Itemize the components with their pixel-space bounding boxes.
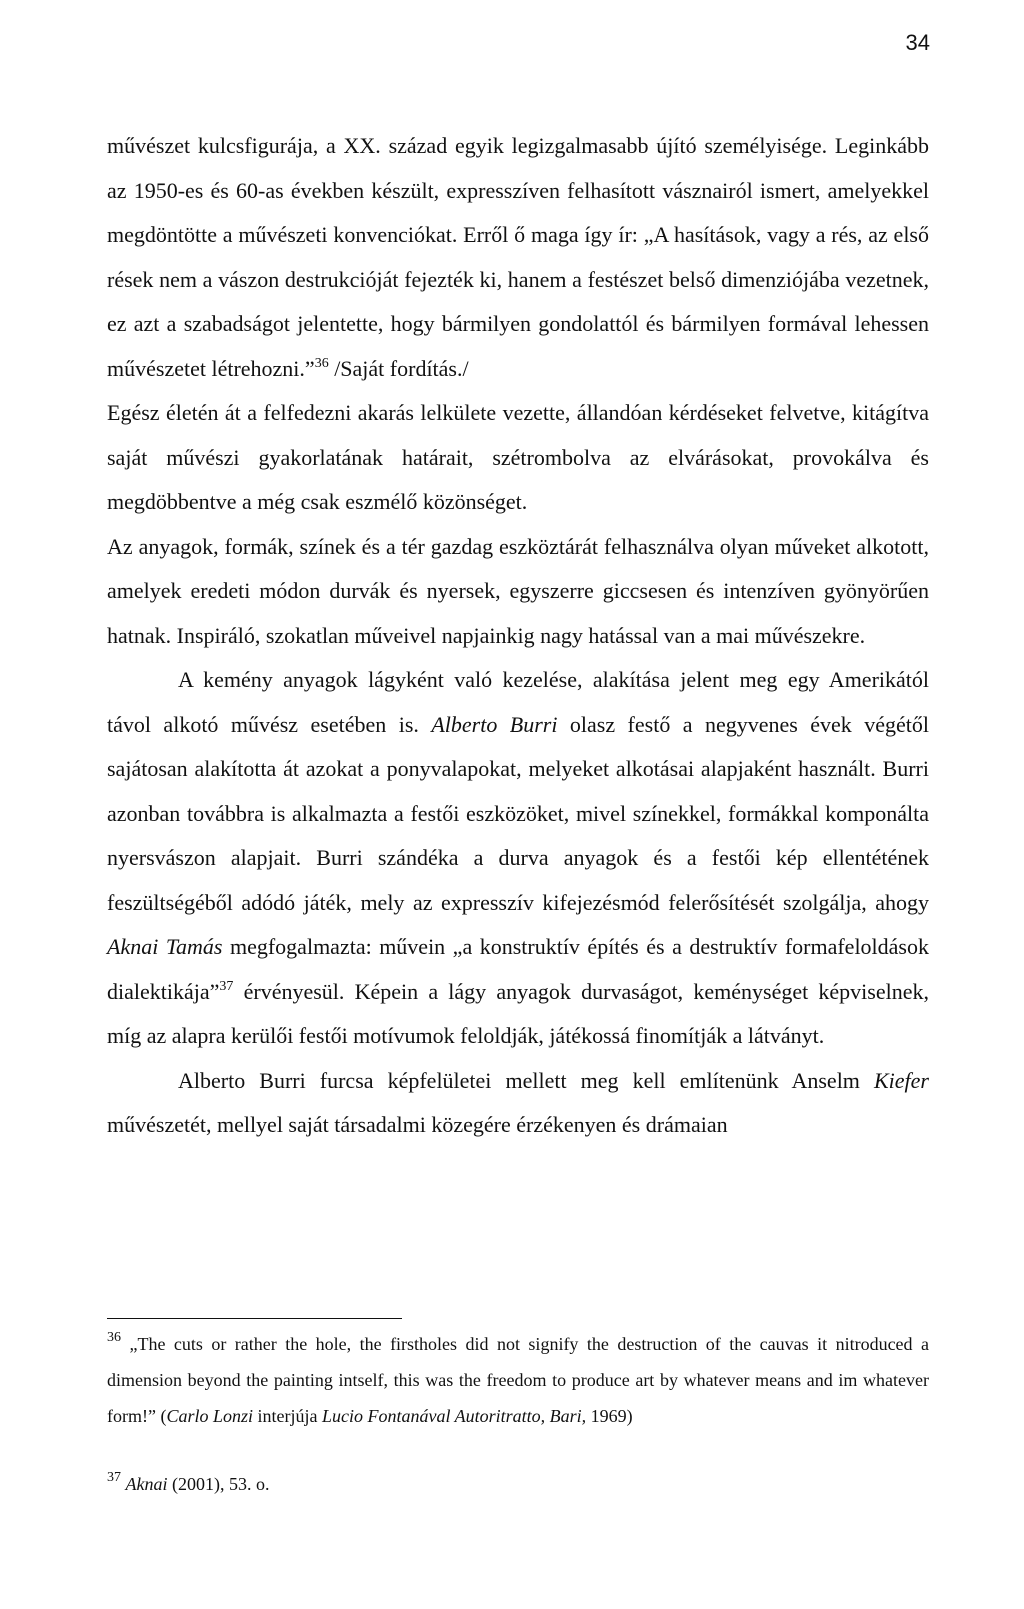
body-text [107, 124, 929, 1148]
text-run: Az anyagok, formák, színek és a tér gazdag eszköztárát felhasználva olyan műveket alkotott, amelyek eredeti módon durvák és nyersek, egyszerre giccsesen és intenzíven gyönyörűen hatnak. Inspiráló, szokatlan műveivel napjainkig nagy hatással van a mai művészekre. [107, 533, 929, 648]
source-title: Lucio Fontanával Autoritratto, Bari, [321, 1406, 587, 1426]
footnote-36 [107, 1326, 929, 1434]
name-aknai: Aknai [125, 1474, 168, 1494]
text-run: megfogalmazta: művein „a konstruktív építés és a destruktív formafeloldások dialektikája” [107, 934, 929, 1004]
text-run: érvényesül. Képein a lágy anyagok durvaságot, keménységet képviselnek, míg az alapra kerülői festői motívumok feloldják, játékossá finomítják a látványt. [107, 978, 929, 1048]
name-alberto-burri: Alberto Burri [431, 711, 558, 737]
footnote-separator [107, 1318, 402, 1319]
text-run: művészet kulcsfigurája, a XX. század egyik legizgalmasabb újító személyisége. Leginkább az 1950-es és 60-as években készült, expresszíven felhasított vásznairól ismert, amelyekkel megdöntötte a művészeti konvenciókat. Erről ő maga így ír: „A hasítások, vagy a rés, az első rések nem a vászon destrukcióját fejezték ki, hanem a festészet belső dimenziójába vezetnek, ez azt a szabadságot jelentette, hogy bármilyen gondolattól és bármilyen formával lehessen művészetet létrehozni.” [107, 133, 929, 381]
paragraph [107, 391, 929, 525]
name-kiefer: Kiefer [874, 1067, 929, 1093]
text-run: Alberto Burri furcsa képfelületei mellett meg kell említenünk Anselm [178, 1067, 874, 1093]
footnote-ref-37: 37 [219, 978, 234, 994]
footnote-marker: 36 [107, 1330, 121, 1345]
paragraph [107, 525, 929, 659]
name-carlo-lonzi: Carlo Lonzi [166, 1406, 253, 1426]
text-run: Egész életén át a felfedezni akarás lelkülete vezette, állandóan kérdéseket felvetve, kitágítva saját művészi gyakorlatának határait, szétrombolva az elvárásokat, provokálva és megdöbbentve a még csak eszmélő közönséget. [107, 400, 929, 514]
text-run: /Saját fordítás./ [328, 355, 469, 381]
footnote-marker: 37 [107, 1470, 121, 1485]
paragraph [107, 124, 929, 391]
text-run: 1969) [586, 1406, 633, 1426]
text-run: olasz festő a negyvenes évek végétől sajátosan alakította át azokat a ponyvalapokat, melyeket alkotásai alapjaként használt. Burri azonban továbbra is alkalmazta a festői eszközöket, mivel színekkel, formákkal komponálta nyersvászon alapjait. Burri szándéka a durva anyagok és a festői kép ellentétének feszültségéből adódó játék, mely az expresszív kifejezésmód felerősítését szolgálja, ahogy [107, 711, 930, 915]
footnote-37 [107, 1466, 929, 1502]
paragraph [107, 658, 929, 1059]
text-run: A kemény anyagok lágyként való kezelése, alakítása jelent meg egy Amerikától távol alkotó művész esetében is. [107, 667, 929, 737]
name-aknai-tamas: Aknai Tamás [107, 934, 223, 959]
footnote-ref-36: 36 [314, 355, 329, 371]
text-run: művészetét, mellyel saját társadalmi közegére érzékenyen és drámaian [107, 1112, 728, 1137]
footnotes [107, 1326, 929, 1502]
paragraph [107, 1059, 929, 1148]
page-number: 34 [905, 30, 930, 55]
text-run: interjúja [253, 1406, 322, 1426]
text-run: „The cuts or rather the hole, the firstholes did not signify the destruction of the cauvas it nitroduced a dimension beyond the painting intself, this was the freedom to produce art by whatever means and im whatever form!” ( [107, 1334, 929, 1426]
text-run: (2001), 53. o. [167, 1474, 270, 1494]
